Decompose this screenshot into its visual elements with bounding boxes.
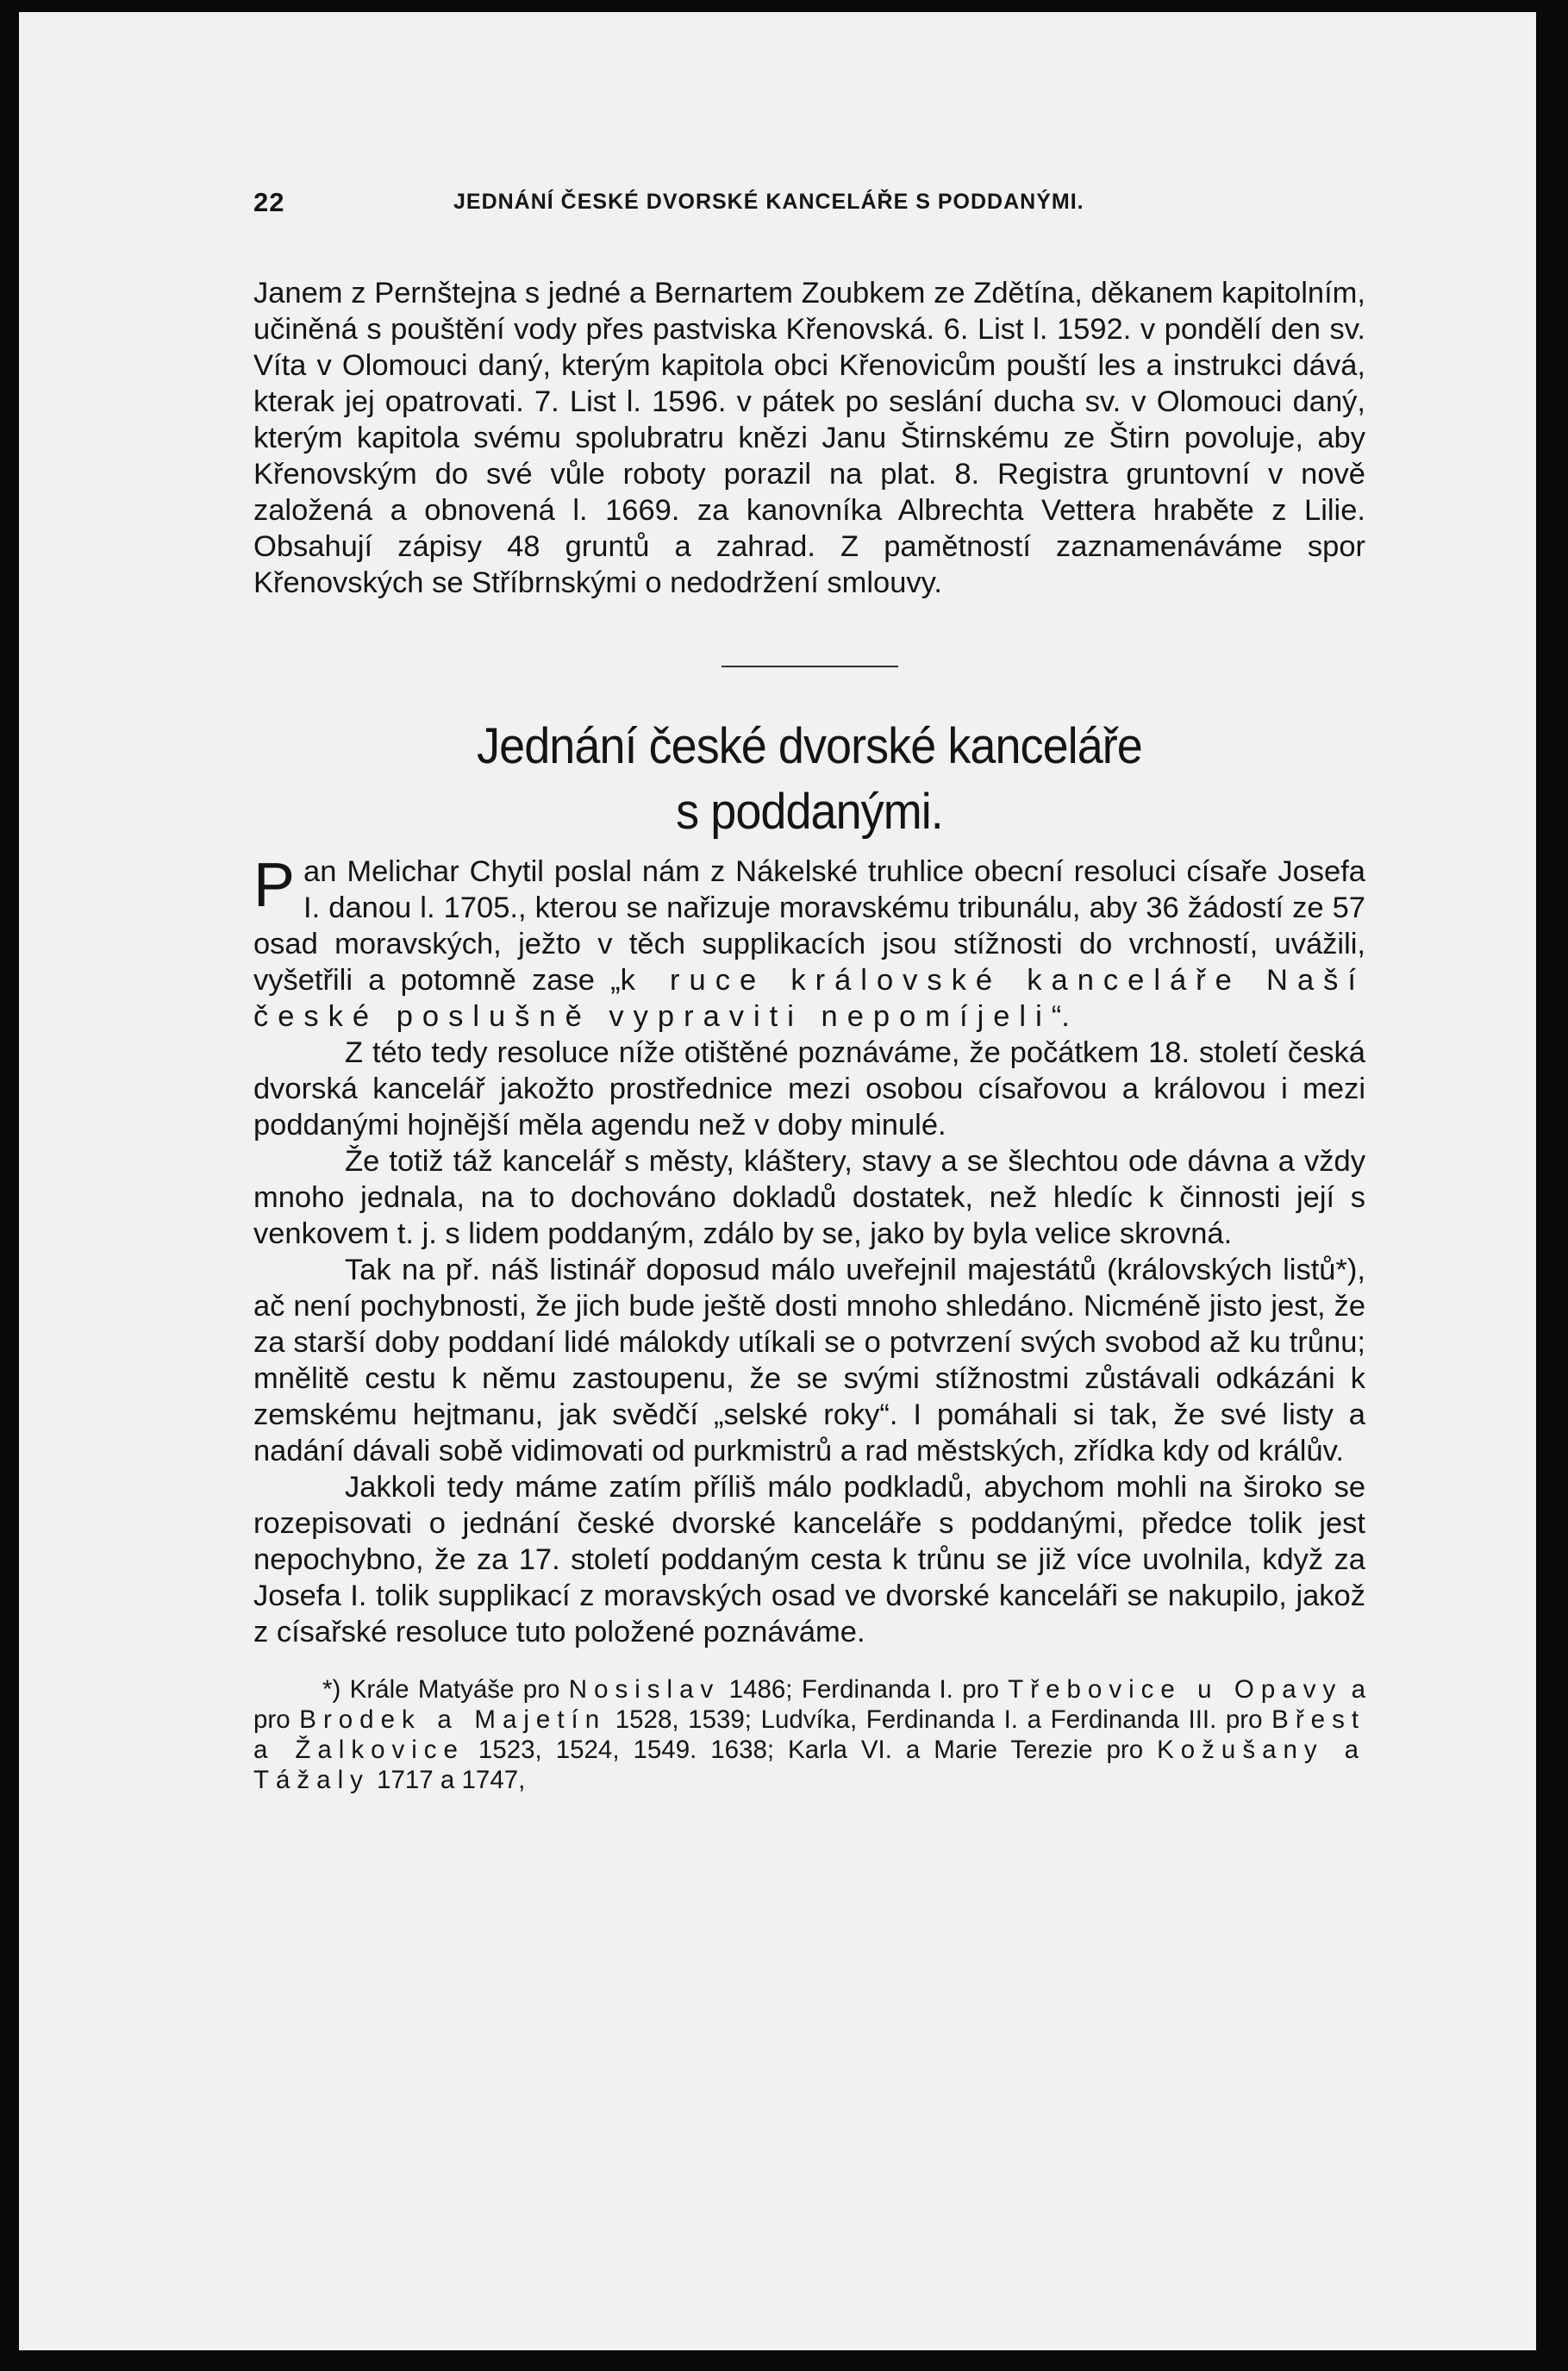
footnote-part: 1717 a 1747,	[369, 1766, 526, 1794]
drop-cap: P	[253, 851, 296, 920]
section-title-line-1: Jednání české dvorské kanceláře	[477, 718, 1142, 774]
page-body	[253, 275, 1365, 1821]
page-number: 22	[253, 187, 285, 217]
footnote	[253, 1674, 1365, 1795]
footnote-place: Břest a Žalkovice	[253, 1705, 1366, 1764]
footnote-part: *) Krále Matyáše pro	[322, 1675, 569, 1704]
section-divider	[722, 666, 898, 667]
section-paragraph-2: Z této tedy resoluce níže otištěné poznáváme, že počátkem 18. století česká dvorská kancelář jakožto prostřednice mezi osobou císařovou a královou i mezi poddanými hojnější měla agendu než v doby minulé.	[253, 1036, 1365, 1142]
footnote-place: Kožušany a Tážaly	[253, 1736, 1365, 1794]
section-paragraph-5: Jakkoli tedy máme zatím příliš málo podkladů, abychom mohli na široko se rozepisovati o jednání české dvorské kanceláře s poddanými, předce tolik jest nepochybno, že za 17. století poddaným cesta k trůnu se již více uvolnila, když za Josefa I. tolik supplikací z moravských osad ve dvorské kanceláři se nakupilo, jakož z císařské resoluce tuto položené poznáváme.	[253, 1471, 1365, 1648]
footnote-place: Brodek a Majetín	[299, 1705, 607, 1734]
footnote-part: 1523, 1524, 1549. 1638; Karla VI. a Marie Terezie pro	[464, 1736, 1158, 1764]
footnote-place: Třebovice u Opavy	[1008, 1675, 1343, 1704]
footnote-part: a pro	[253, 1675, 1365, 1734]
intro-paragraph: Janem z Pernštejna s jedné a Bernartem Zoubkem ze Zdětína, děkanem kapitolním, učiněná s pouštění vody přes pastviska Křenovská. 6. List l. 1592. v pondělí den sv. Víta v Olomouci daný, kterým kapitola obci Křenovicům pouští les a instrukci dává, kterak jej opatrovati. 7. List l. 1596. v pátek po seslání ducha sv. v Olomouci daný, kterým kapitola svému spolubratru knězi Janu Štirnskému ze Štirn povoluje, aby Křenovským do své vůle roboty porazil na plat. 8. Registra gruntovní v nově založená a obnovená l. 1669. za kanovníka Albrechta Vettera hraběte z Lilie. Obsahují zápisy 48 gruntů a zahrad. Z pamětností zaznamenáváme spor Křenovských se Stříbrnskými o nedodržení smlouvy.	[253, 277, 1365, 599]
paragraph-1-spaced-quote: k ruce královské kanceláře Naší české poslušně vypraviti nepomíjeli	[253, 964, 1365, 1033]
section-title-line-2: s poddanými.	[676, 784, 943, 840]
footnote-part: 1528, 1539; Ludvíka, Ferdinanda I. a Ferdinanda III. pro	[606, 1705, 1272, 1734]
page-header	[253, 187, 1374, 222]
footnote-place: Nosislav	[568, 1675, 721, 1704]
scanned-page	[19, 12, 1536, 2350]
footnote-part: 1486; Ferdinanda I. pro	[720, 1675, 1009, 1704]
section-paragraph-4: Tak na př. náš listinář doposud málo uveřejnil majestátů (královských listů*), ač není pochybnosti, že jich bude ještě dosti mnoho shledáno. Nicméně jisto jest, že za starší doby poddaní lidé málokdy utíkali se o potvrzení svých svobod až ku trůnu; mnělitě cestu k němu zastoupenu, že se svými stížnostmi zůstávali odkázáni k zemskému hejtmanu, jak svědčí „selské roky“. I pomáhali si tak, že své listy a nadání dávali sobě vidimovati od purkmistrů a rad městských, zřídka kdy od králův.	[253, 1254, 1365, 1467]
paragraph-1-end: “.	[1051, 1000, 1070, 1033]
running-title: JEDNÁNÍ ČESKÉ DVORSKÉ KANCELÁŘE S PODDANÝMI.	[453, 190, 1084, 214]
paragraph-1-start: an Melichar Chytil poslal nám z Nákelské truhlice obecní resoluci císaře Josefa I. danou l. 1705., kterou se nařizuje moravskému tribunálu, aby 36 žádostí ze 57 osad moravských, ježto v těch supplikacích jsou stížnosti do vrchností, uvážili, vyšetřili a potomně zase „	[253, 855, 1365, 997]
section-title	[292, 714, 1327, 845]
section-paragraph-1	[253, 851, 1365, 1035]
section-paragraph-3: Že totiž táž kancelář s městy, kláštery, stavy a se šlechtou ode dávna a vždy mnoho jednala, na to dochováno dokladů dostatek, než hledíc k činnosti její s venkovem t. j. s lidem poddaným, zdálo by se, jako by byla velice skrovná.	[253, 1145, 1365, 1250]
